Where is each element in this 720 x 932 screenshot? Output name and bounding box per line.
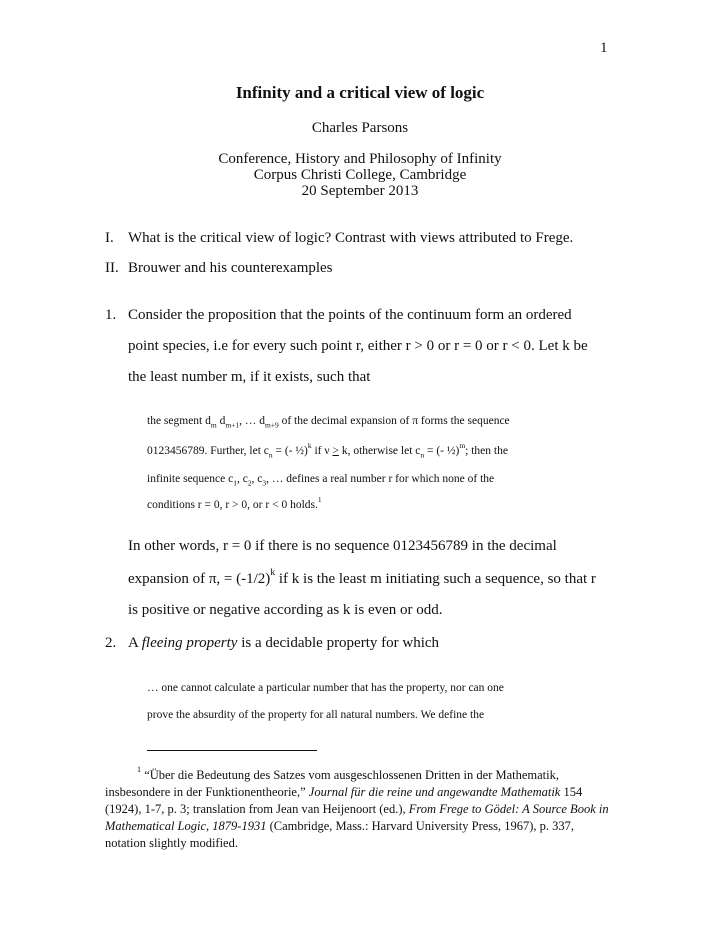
- event-line-1: Conference, History and Philosophy of Infinity: [218, 151, 502, 167]
- section-2-line: A fleeing property is a decidable property for which: [128, 635, 440, 651]
- paper-title: Infinity and a critical view of logic: [235, 83, 485, 102]
- quote-1-line-3: infinite sequence $c_1$, $c_2$, $c_3$, … defines a real number r for which none of the: [147, 473, 495, 488]
- quote-1-line-1: the segment $d_m$ $d_{m+1}$, … $d_{m+9}$ of the decimal expansion of π forms the sequence: [147, 415, 510, 430]
- section-1-line-2: point species, i.e for every such point r, either r > 0 or r = 0 or r < 0. Let k be: [128, 338, 588, 354]
- footnote-line-1: $^1$ “Über die Bedeutung des Satzes vom ausgeschlossenen Dritten in der Mathematik,: [137, 765, 560, 782]
- quote-1-line-4: conditions r = 0, r > 0, or r < 0 holds.$^1$: [147, 494, 322, 511]
- section-1-number: 1.: [105, 307, 117, 323]
- footnote-ref-1: 1: [317, 494, 322, 504]
- author: Charles Parsons: [311, 120, 409, 136]
- para-other-line-2: expansion of π, = $(-1/2)^k$ if k is the least m initiating such a sequence, so that r: [128, 567, 596, 587]
- footnote-line-5: notation slightly modified.: [105, 836, 238, 850]
- footnote-separator: [147, 750, 317, 751]
- para-other-line-3: is positive or negative according as k is even or odd.: [128, 602, 443, 618]
- outline-label-1: I.: [105, 230, 114, 246]
- section-1-line-1: Consider the proposition that the points of the continuum form an ordered: [128, 307, 572, 323]
- section-2-number: 2.: [105, 635, 117, 651]
- page-number: 1: [600, 40, 608, 56]
- outline-label-2: II.: [105, 260, 119, 276]
- para-other-line-1: In other words, r = 0 if there is no sequence 0123456789 in the decimal: [128, 538, 557, 554]
- footnote-line-2: insbesondere in der Funktionentheorie,” Journal für die reine und angewandte Mathematik 154: [105, 785, 583, 799]
- fleeing-property-term: fleeing property: [141, 635, 238, 651]
- outline-text-1: What is the critical view of logic? Contrast with views attributed to Frege.: [128, 230, 574, 246]
- quote-1-line-2: 0123456789. Further, let $c_n$ = (- ½)$^k$ if ν > k, otherwise let $c_n$ = (- ½)$^m$; then the: [147, 440, 508, 460]
- event-date: 20 September 2013: [301, 183, 419, 199]
- quote-2-line-1: … one cannot calculate a particular number that has the property, nor can one: [147, 682, 504, 694]
- footnote-line-3: (1924), 1-7, p. 3; translation from Jean van Heijenoort (ed.), From Frege to Gödel: A Source Book in: [105, 802, 609, 816]
- footnote-line-4: Mathematical Logic, 1879-1931 (Cambridge, Mass.: Harvard University Press, 1967), p. 337,: [105, 819, 575, 833]
- quote-2-line-2: prove the absurdity of the property for all natural numbers. We define the: [147, 709, 485, 721]
- event-line-2: Corpus Christi College, Cambridge: [253, 167, 467, 183]
- outline-text-2: Brouwer and his counterexamples: [128, 260, 333, 276]
- section-1-line-3: the least number m, if it exists, such that: [128, 369, 371, 385]
- footnote-marker: 1: [137, 765, 142, 775]
